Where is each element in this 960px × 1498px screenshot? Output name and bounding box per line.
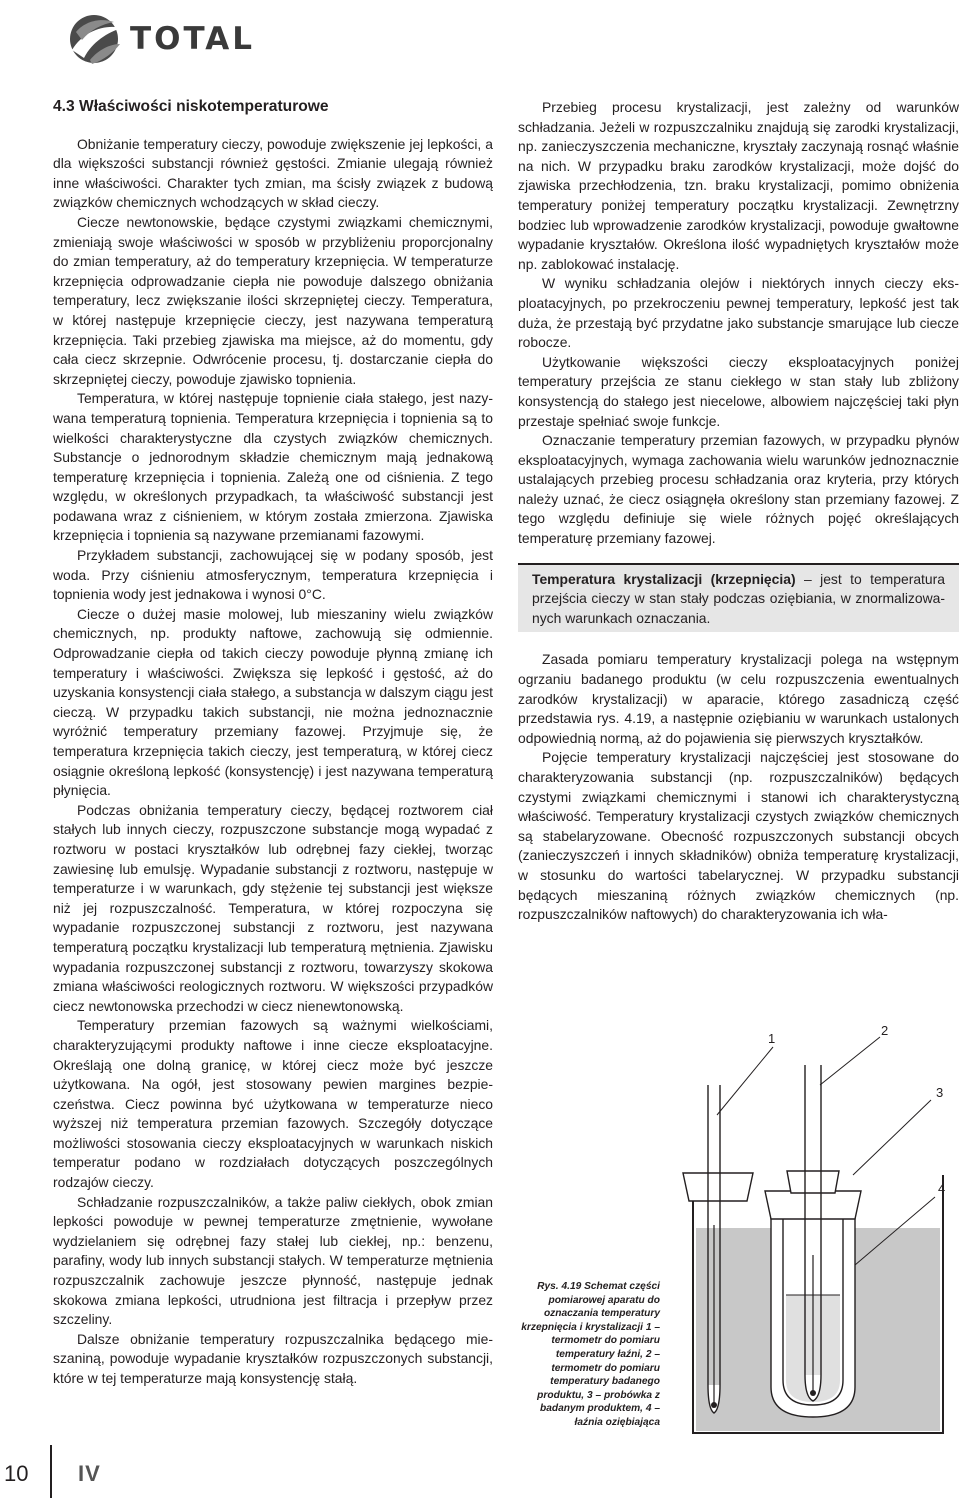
- stopper-left: [683, 1173, 753, 1201]
- paragraph: Pojęcie temperatury krystalizacji najczęściej jest stosowane do charakteryzowania substancji (np. rozpuszczalników) będących czystymi związkami chemicznymi i stanowi ich charakterystyczną właściwość. Temperatury krystalizacji czystych związków chemicznych są stabelaryzowane. Obecność rozpuszczonych substancji obcych (zanieczyszczeń i innych składników) obniża temperaturę krystalizacji, w stosunku do wartości tabelarycznej. W przypadku substancji będących mieszaniną różnych związków chemicznych (np. rozpuszczalników naftowych) do charakteryzowania ich wła-: [518, 749, 959, 923]
- paragraph: Ciecze newtonowskie, będące czystymi związkami chemicznymi, zmieniają swoje właściwości w sposób w przybliżeniu proporcjonalny do zmian temperatury, aż do temperatury krzepnięcia. W temperaturze krzepnięcia odprowadzanie ciepła nie powoduje dalszego obniżania temperatury, lecz zwiększanie ilości skrzepniętej cieczy. Temperatura, w której następuje krzepnięcie cieczy, jest nazywana temperaturą krzepnięcia. Taki przebieg zjawiska ma miejsce, aż do momentu, gdy cała ciecz skrzepnie. Odwrócenie procesu, tj. dostarczanie ciepła do skrzepniętej cieczy, powoduje zjawisko topnienia.: [53, 213, 493, 387]
- paragraph: Przebieg procesu krystalizacji, jest zależny od warunków schładzania. Jeżeli w rozpuszczalniku znajdują się zarodki krystalizacji, np. zanieczyszczenia mechaniczne, kryształy zaczynają rosnąć właśnie na nich. W przypadku braku zarodków krystalizacji, może dojść do zjawiska przechłodzenia, tzn. braku krystalizacji, pomimo obniżenia temperatury poniżej temperatury początku krystalizacji. Zewnętrzny bodziec lub wprowadzenie zarodków krystalizacji, powoduje gwałtowne wypadanie kryształów. Określona ilość wypadniętych kryształów może np. zablokować instalację.: [518, 99, 959, 272]
- right-column: [518, 98, 959, 925]
- paragraph: Oznaczanie temperatury przemian fazowych, w przypadku płynów eksploatacyjnych, wymaga zachowania wielu warunków jednoznacznie ustalających przebieg procesu schładzania oraz kryteria, przy których należy uznać, że ciecz osiągnęła określony stan przemiany fazowej. Z tego względu definiuje się wiele różnych pojęć określających temperaturę przemiany fazowej.: [518, 432, 959, 547]
- page-number: 10: [4, 1461, 29, 1486]
- paragraph: Podczas obniżania temperatury cieczy, będącej roztworem ciał stałych lub innych cieczy, rozpuszczone substancje mogą wypadać z roztworu w postaci kryształków lub odrębnej fazy ciekłej, tworząc zawiesinę lub emulsję. Wypadanie substancji z roztworu, następuje w temperaturze i w warunkach, gdy stężenie tej substancji jest większe niż jej rozpuszczalność. Temperatura, w której rozpoczyna się wypadanie rozpuszczonej substancji z roztworu, jest nazywana temperaturą początku krystalizacji lub temperaturą mętnienia. Zjawisku wypadania rozpuszczonej substancji z roztworu, towarzyszy skokowa zmiana właściwości reologicznych roztworu. W większości przypadków ciecz newtonowska przechodzi w ciecz nienewtonowską.: [53, 801, 493, 1014]
- definition-text: [532, 570, 945, 629]
- paragraph: Dalsze obniżanie temperatury rozpuszczalnika będącego mieszaniną, powoduje wypadanie kryształków rozpuszczonych substancji, które w tej temperaturze mają konsystencję stałą.: [53, 1330, 493, 1386]
- definition-term: Temperatura krystalizacji (krzepnięcia): [532, 570, 796, 587]
- section-heading: 4.3 Właściwości niskotemperaturowe: [53, 98, 329, 115]
- label-3: 3: [936, 1085, 944, 1100]
- paragraph: Temperatura, w której następuje topnienie ciała stałego, jest nazywana temperaturą topnienia. Temperatura krzepnięcia i topnienia są to wielkości charakterystyczne dla czystych związków chemicznych. Substancje o jednorodnym składzie chemicznym mają jednakową temperaturę krzepnięcia i topnienia. Zależą one od ciśnienia. Z tego względu, w określonych przypadkach, ta właściwość substancji jest podawana wraz z ciśnieniem, w którym została zmierzona. Zjawiska krzepnięcia i topnienia są nazywane przemianami fazowymi.: [53, 390, 493, 544]
- label-4: 4: [938, 1181, 946, 1196]
- total-logo-icon: [62, 10, 126, 68]
- paragraph: Ciecze o dużej masie molowej, lub mieszaniny wielu związków chemicznych, np. produkty naftowe, zachowują się odmiennie. Odprowadzanie ciepła od takich cieczy powoduje płynną zmianę ich temperatury i właściwości. Zwiększa się lepkość i gęstość, aż do uzyskania konsystencji ciała stałego, a substancja w dalszym ciągu jest cieczą. W przypadku takich substancji, nie można jednoznacznie wyróżnić temperatury przemiany fazowej. Przyjmuje się, że temperatura krzepnięcia takich cieczy, jest temperaturą, w której ciecz osiągnie określoną lepkość (konsystencję) i jest nazywana temperaturą płynięcia.: [53, 605, 493, 799]
- paragraph: Obniżanie temperatury cieczy, powoduje zwiększenie jej lepkości, a dla większości substancji również gęstości. Zmianie ulegają również inne właściwości. Charakter tych zmian, ma ścisły związek z budową związków chemicznych wchodzących w skład cieczy.: [53, 135, 493, 211]
- label-2: 2: [881, 1025, 889, 1038]
- paragraph: Przykładem substancji, zachowującej się w podany sposób, jest woda. Przy ciśnieniu atmosferycznym, temperatura krzepnięcia i topnienia wody jest jednakowa i wynosi 0°C.: [53, 547, 493, 603]
- total-logo: [62, 8, 282, 70]
- footer-divider: [50, 1445, 52, 1498]
- definition-box: [518, 563, 959, 633]
- label-1: 1: [768, 1031, 776, 1046]
- stopper-jacket: [765, 1191, 861, 1219]
- section-number: IV: [78, 1461, 101, 1486]
- figure-caption: Rys. 4.19 Schemat części pomiarowej aparatu do oznaczania temperatury krzepnięcia i krystalizacji 1 – termometr do pomiaru temperatury łaźni, 2 – termometr do pomiaru temperatury badanego produktu, 3 – probówka z badanym produktem, 4 – łaźnia oziębiająca: [521, 1281, 660, 1428]
- paragraph: Zasada pomiaru temperatury krystalizacji polega na wstępnym ogrzaniu badanego produktu (w celu rozpuszczenia ewentualnych zarodków krystalizacji) w aparacie, którego zasadniczą część przedstawia rys. 4.19, a następnie oziębianiu w warunkach ustalonych odpowiednią normą, aż do pojawienia się pierwszych kryształków.: [518, 651, 959, 746]
- stopper-tube: [787, 1171, 839, 1193]
- paragraph: W wyniku schładzania olejów i niektórych innych cieczy eksploatacyjnych, po przekroczeniu pewnej temperatury, lepkość jest tak duża, że przestają być przydatne jako substancje smarujące lub ciecze robocze.: [518, 275, 959, 351]
- definition-body: – jest to temperatura przejścia cieczy w stan stały podczas oziębiania, w znormalizowanych warunkach oznaczania.: [532, 570, 945, 626]
- left-column: [53, 97, 493, 1389]
- apparatus-diagram: [655, 1025, 955, 1435]
- paragraph: Schładzanie rozpuszczalników, a także paliw ciekłych, obok zmian lepkości powoduje w pewnej temperaturze zmętnienie, wywołane wydzielaniem się odrębnej fazy stałej lub ciekłej, np.: benzenu, parafiny, wody lub innych substancji stałych. W temperaturze mętnienia rozpuszczalnik zachowuje jeszcze płynność, następuje jednak skokowa zmiana lepkości, utrudniona jest filtracja i przepływ przez szczeliny.: [53, 1193, 493, 1328]
- logo-wordmark: TOTAL: [130, 20, 255, 57]
- paragraph: Temperatury przemian fazowych są ważnymi wielkościami, charakteryzującymi produkty naftowe i inne ciecze eksploatacyjne. Określają one dolną granicę, w której ciecz może być jeszcze użytkowana. Na ogół, jest stosowany pewien margines bezpieczeństwa. Ciecz powinna być użytkowana w temperaturze nieco wyższej niż temperatura przemian fazowych. Szczegóły dotyczące możliwości stosowania cieczy eksploatacyjnych w warunkach niskich temperatur podano w rozdziałach dotyczących poszczególnych rodzajów cieczy.: [53, 1017, 493, 1191]
- paragraph: Użytkowanie większości cieczy eksploatacyjnych poniżej temperatury przejścia ze stanu ciekłego w stan stały lub zbliżony konsystencją do stałego jest niecelowe, albowiem najczęściej taki płyn przestaje spełniać swoje funkcje.: [518, 353, 959, 429]
